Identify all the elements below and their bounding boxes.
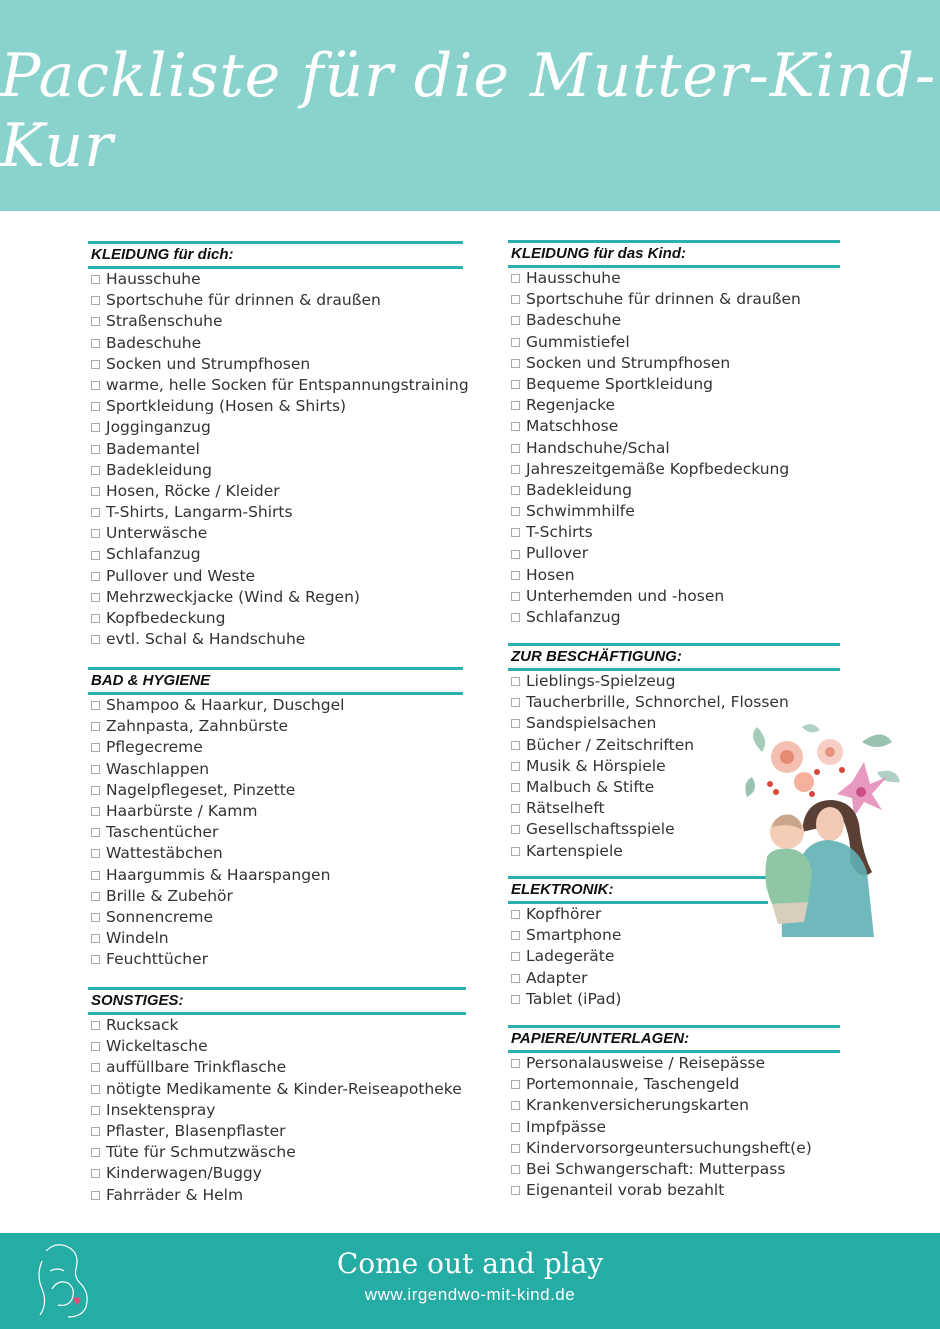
checklist-item[interactable] bbox=[508, 438, 840, 459]
checklist-item[interactable] bbox=[88, 780, 463, 801]
checklist-item[interactable] bbox=[508, 904, 768, 925]
checklist-item-label: Bei Schwangerschaft: Mutterpass bbox=[526, 1159, 786, 1178]
checklist-item[interactable] bbox=[88, 333, 463, 354]
checkbox-icon[interactable] bbox=[91, 828, 100, 837]
checklist-item-label: Schwimmhilfe bbox=[526, 502, 635, 521]
checkbox-icon[interactable] bbox=[511, 1101, 520, 1110]
checklist-item[interactable] bbox=[508, 1180, 840, 1201]
checklist-item[interactable] bbox=[508, 671, 840, 692]
checklist-item-label: Brille & Zubehör bbox=[106, 886, 233, 905]
checklist-item[interactable] bbox=[88, 695, 463, 716]
checkbox-icon[interactable] bbox=[511, 825, 520, 834]
checklist-item-label: Krankenversicherungskarten bbox=[526, 1096, 749, 1115]
checklist-item[interactable] bbox=[508, 416, 840, 437]
checklist-item[interactable] bbox=[508, 989, 768, 1010]
section-title: KLEIDUNG für dich: bbox=[88, 241, 463, 269]
checklist-item[interactable] bbox=[508, 1117, 840, 1138]
section-title: BAD & HYGIENE bbox=[88, 667, 463, 695]
page-title: Packliste für die Mutter-Kind-Kur bbox=[0, 40, 937, 181]
checklist-item[interactable] bbox=[508, 395, 840, 416]
checkbox-icon[interactable] bbox=[91, 445, 100, 454]
checklist-item-label: Unterhemden und -hosen bbox=[526, 586, 725, 605]
checkbox-icon[interactable] bbox=[91, 360, 100, 369]
checklist-item[interactable] bbox=[88, 865, 463, 886]
checklist-item[interactable] bbox=[88, 354, 463, 375]
checklist-item-label: Shampoo & Haarkur, Duschgel bbox=[106, 696, 345, 714]
checklist-item-label: Sandspielsachen bbox=[526, 714, 657, 733]
checklist-item[interactable] bbox=[88, 1121, 466, 1142]
checklist-item[interactable] bbox=[508, 501, 840, 522]
checklist-item-label: Straßenschuhe bbox=[106, 312, 223, 331]
checklist-item-label: Wickeltasche bbox=[106, 1037, 208, 1056]
section-bad-hygiene bbox=[88, 667, 463, 970]
checkbox-icon[interactable] bbox=[91, 1021, 100, 1030]
checklist-item-label: warme, helle Socken für Entspannungstraining bbox=[106, 375, 469, 394]
checkbox-icon[interactable] bbox=[91, 934, 100, 943]
checklist-item-label: Badekleidung bbox=[526, 480, 632, 499]
checkbox-icon[interactable] bbox=[91, 339, 100, 348]
checklist bbox=[508, 268, 840, 628]
checklist-item-label: Bücher / Zeitschriften bbox=[526, 735, 695, 754]
section-elektronik bbox=[508, 876, 768, 1010]
checklist-item-label: Sportschuhe für drinnen & draußen bbox=[106, 291, 381, 310]
checklist-item[interactable] bbox=[508, 1095, 840, 1116]
checklist-item[interactable] bbox=[508, 268, 840, 289]
checkbox-icon[interactable] bbox=[91, 892, 100, 901]
checklist-item[interactable] bbox=[88, 523, 463, 544]
checklist-item[interactable] bbox=[88, 1142, 466, 1163]
checkbox-icon[interactable] bbox=[511, 401, 520, 410]
checklist-item[interactable] bbox=[88, 544, 463, 565]
checklist-item[interactable] bbox=[508, 289, 840, 310]
checklist-item[interactable] bbox=[88, 417, 463, 438]
checklist-item-label: Adapter bbox=[526, 968, 588, 987]
checkbox-icon[interactable] bbox=[91, 275, 100, 284]
checklist-item-label: Mehrzweckjacke (Wind & Regen) bbox=[106, 587, 360, 606]
checklist-item-label: Gesellschaftsspiele bbox=[526, 820, 675, 839]
section-title: ZUR BESCHÄFTIGUNG: bbox=[508, 643, 840, 671]
checklist-item[interactable] bbox=[88, 801, 463, 822]
checklist-item-label: Gummistiefel bbox=[526, 332, 630, 351]
checklist-item-label: Sonnencreme bbox=[106, 907, 214, 926]
checklist-item[interactable] bbox=[508, 459, 840, 480]
footer-url[interactable]: www.irgendwo-mit-kind.de bbox=[364, 1285, 576, 1304]
section-title: PAPIERE/UNTERLAGEN: bbox=[508, 1025, 840, 1053]
checklist-item-label: Pullover bbox=[526, 544, 589, 563]
checklist-item[interactable] bbox=[88, 822, 463, 843]
checklist-item[interactable] bbox=[88, 396, 463, 417]
checklist-item-label: Malbuch & Stifte bbox=[526, 777, 655, 796]
checklist-item[interactable] bbox=[88, 737, 463, 758]
checklist-item[interactable] bbox=[508, 607, 840, 628]
checkbox-icon[interactable] bbox=[511, 719, 520, 728]
checklist-item-label: Bademantel bbox=[106, 439, 200, 458]
checkbox-icon[interactable] bbox=[91, 1191, 100, 1200]
checkbox-icon[interactable] bbox=[91, 786, 100, 795]
checkbox-icon[interactable] bbox=[511, 316, 520, 325]
checkbox-icon[interactable] bbox=[511, 741, 520, 750]
checkbox-icon[interactable] bbox=[511, 974, 520, 983]
section-title: KLEIDUNG für das Kind: bbox=[508, 240, 840, 268]
checklist-item[interactable] bbox=[508, 480, 840, 501]
checklist-item-label: Jahreszeitgemäße Kopfbedeckung bbox=[526, 459, 790, 478]
section-papiere bbox=[508, 1025, 840, 1201]
checklist-item[interactable] bbox=[508, 374, 840, 395]
checklist-item-label: Personalausweise / Reisepässe bbox=[526, 1054, 766, 1072]
checkbox-icon[interactable] bbox=[91, 423, 100, 432]
checkbox-icon[interactable] bbox=[511, 995, 520, 1004]
checklist-item-label: Hausschuhe bbox=[526, 269, 621, 287]
checklist-item-label: Smartphone bbox=[526, 926, 622, 945]
checklist-item-label: Badekleidung bbox=[106, 460, 212, 479]
checkbox-icon[interactable] bbox=[91, 955, 100, 964]
checklist-item[interactable] bbox=[508, 1053, 840, 1074]
checklist-item[interactable] bbox=[88, 1036, 466, 1057]
header-banner bbox=[0, 0, 940, 211]
checklist-item[interactable] bbox=[88, 481, 463, 502]
checklist-item-label: auffüllbare Trinkflasche bbox=[106, 1058, 287, 1077]
checklist-item[interactable] bbox=[88, 949, 463, 970]
checkbox-icon[interactable] bbox=[91, 765, 100, 774]
checkbox-icon[interactable] bbox=[91, 635, 100, 644]
checkbox-icon[interactable] bbox=[511, 274, 520, 283]
checklist-item-label: Lieblings-Spielzeug bbox=[526, 672, 676, 690]
checklist-item[interactable] bbox=[88, 1100, 466, 1121]
checkbox-icon[interactable] bbox=[91, 1063, 100, 1072]
checkbox-icon[interactable] bbox=[511, 550, 520, 559]
checklist-item[interactable] bbox=[88, 608, 463, 629]
checklist-item[interactable] bbox=[88, 928, 463, 949]
checkbox-icon[interactable] bbox=[91, 722, 100, 731]
checkbox-icon[interactable] bbox=[511, 380, 520, 389]
checkbox-icon[interactable] bbox=[511, 1144, 520, 1153]
checklist-item-label: Haargummis & Haarspangen bbox=[106, 865, 331, 884]
checklist-item-label: Rätselheft bbox=[526, 799, 605, 818]
section-title: SONSTIGES: bbox=[88, 987, 466, 1015]
checkbox-icon[interactable] bbox=[91, 466, 100, 475]
checklist-item-label: Haarbürste / Kamm bbox=[106, 801, 258, 820]
checkbox-icon[interactable] bbox=[511, 592, 520, 601]
checkbox-icon[interactable] bbox=[91, 701, 100, 710]
checkbox-icon[interactable] bbox=[91, 614, 100, 623]
checklist-item[interactable] bbox=[88, 460, 463, 481]
checklist-item-label: Socken und Strumpfhosen bbox=[526, 353, 731, 372]
checklist bbox=[88, 1015, 466, 1206]
checkbox-icon[interactable] bbox=[511, 762, 520, 771]
checkbox-icon[interactable] bbox=[91, 572, 100, 581]
checkbox-icon[interactable] bbox=[91, 317, 100, 326]
mother-child-flowers-icon bbox=[742, 722, 902, 942]
checklist-item-label: Hosen bbox=[526, 565, 575, 584]
footer-banner bbox=[0, 1233, 940, 1329]
checklist-item-label: Jogginganzug bbox=[106, 418, 211, 437]
checklist-item-label: T-Shirts, Langarm-Shirts bbox=[106, 503, 293, 522]
checkbox-icon[interactable] bbox=[91, 913, 100, 922]
checkbox-icon[interactable] bbox=[91, 1148, 100, 1157]
checklist-item-label: Kartenspiele bbox=[526, 841, 623, 860]
checkbox-icon[interactable] bbox=[511, 1165, 520, 1174]
checkbox-icon[interactable] bbox=[91, 508, 100, 517]
checklist-item-label: Ladegeräte bbox=[526, 947, 615, 966]
checkbox-icon[interactable] bbox=[511, 613, 520, 622]
checklist-item[interactable] bbox=[88, 1079, 466, 1100]
checklist-item-label: Hosen, Röcke / Kleider bbox=[106, 481, 280, 500]
checklist-item-label: Zahnpasta, Zahnbürste bbox=[106, 717, 289, 736]
checklist-item[interactable] bbox=[508, 968, 768, 989]
checklist bbox=[508, 904, 768, 1010]
checkbox-icon[interactable] bbox=[91, 1127, 100, 1136]
checklist-item[interactable] bbox=[88, 759, 463, 780]
checklist-item[interactable] bbox=[88, 629, 463, 650]
checkbox-icon[interactable] bbox=[91, 1042, 100, 1051]
checkbox-icon[interactable] bbox=[511, 359, 520, 368]
checkbox-icon[interactable] bbox=[511, 910, 520, 919]
checklist-item-label: Taschentücher bbox=[106, 823, 219, 842]
section-sonstiges bbox=[88, 987, 466, 1206]
checklist-item[interactable] bbox=[508, 1074, 840, 1095]
checklist-item-label: Schlafanzug bbox=[106, 545, 201, 564]
checkbox-icon[interactable] bbox=[91, 1085, 100, 1094]
checklist-item-label: Tüte für Schmutzwäsche bbox=[106, 1143, 296, 1162]
section-kleidung-dich bbox=[88, 241, 469, 650]
checkbox-icon[interactable] bbox=[511, 804, 520, 813]
checklist-item[interactable] bbox=[508, 353, 840, 374]
checkbox-icon[interactable] bbox=[91, 381, 100, 390]
checkbox-icon[interactable] bbox=[511, 338, 520, 347]
checklist-item-label: Kindervorsorgeuntersuchungsheft(e) bbox=[526, 1138, 812, 1157]
checklist-item[interactable] bbox=[508, 1138, 840, 1159]
checklist-item-label: Pullover und Weste bbox=[106, 566, 256, 585]
checklist-item[interactable] bbox=[88, 843, 463, 864]
checklist-item[interactable] bbox=[88, 439, 463, 460]
checklist-item-label: Regenjacke bbox=[526, 396, 616, 415]
checklist-item-label: Pflaster, Blasenpflaster bbox=[106, 1121, 286, 1140]
checklist-item-label: Nagelpflegeset, Pinzette bbox=[106, 780, 296, 799]
checklist-item-label: nötigte Medikamente & Kinder-Reiseapotheke bbox=[106, 1079, 462, 1098]
checkbox-icon[interactable] bbox=[511, 571, 520, 580]
checkbox-icon[interactable] bbox=[511, 1186, 520, 1195]
checklist bbox=[88, 269, 469, 650]
checkbox-icon[interactable] bbox=[91, 487, 100, 496]
checklist-item-label: Taucherbrille, Schnorchel, Flossen bbox=[526, 693, 789, 712]
checkbox-icon[interactable] bbox=[91, 849, 100, 858]
checkbox-icon[interactable] bbox=[511, 507, 520, 516]
checklist bbox=[508, 1053, 840, 1201]
checklist-item[interactable] bbox=[508, 1159, 840, 1180]
checkbox-icon[interactable] bbox=[511, 1059, 520, 1068]
checklist-item[interactable] bbox=[88, 1185, 466, 1206]
checklist-item-label: Badeschuhe bbox=[106, 333, 202, 352]
checklist-item[interactable] bbox=[508, 586, 840, 607]
checkbox-icon[interactable] bbox=[91, 402, 100, 411]
section-title: ELEKTRONIK: bbox=[508, 876, 768, 904]
checklist-item[interactable] bbox=[508, 310, 840, 331]
checkbox-icon[interactable] bbox=[511, 444, 520, 453]
checkbox-icon[interactable] bbox=[91, 529, 100, 538]
checklist-item-label: evtl. Schal & Handschuhe bbox=[106, 630, 306, 649]
checklist-item-label: Handschuhe/Schal bbox=[526, 438, 670, 457]
checkbox-icon[interactable] bbox=[511, 465, 520, 474]
checkbox-icon[interactable] bbox=[511, 931, 520, 940]
checklist-item-label: Kinderwagen/Buggy bbox=[106, 1164, 262, 1183]
checklist-item-label: Rucksack bbox=[106, 1016, 179, 1034]
checklist-item[interactable] bbox=[508, 332, 840, 353]
checklist-item[interactable] bbox=[88, 1015, 466, 1036]
checklist bbox=[88, 695, 463, 970]
checklist-item-label: Impfpässe bbox=[526, 1117, 606, 1136]
checkbox-icon[interactable] bbox=[91, 1169, 100, 1178]
checklist-item-label: Kopfhörer bbox=[526, 905, 602, 923]
checklist-item[interactable] bbox=[508, 925, 768, 946]
checkbox-icon[interactable] bbox=[91, 807, 100, 816]
checklist-item-label: Waschlappen bbox=[106, 759, 210, 778]
checklist-item[interactable] bbox=[88, 375, 469, 396]
checklist-item[interactable] bbox=[508, 522, 840, 543]
checklist-item-label: Tablet (iPad) bbox=[526, 989, 622, 1008]
checklist-item[interactable] bbox=[88, 886, 463, 907]
checklist-item-label: Windeln bbox=[106, 929, 169, 948]
checklist-item[interactable] bbox=[88, 907, 463, 928]
checkbox-icon[interactable] bbox=[511, 952, 520, 961]
section-kleidung-kind bbox=[508, 240, 840, 628]
checkbox-icon[interactable] bbox=[511, 1080, 520, 1089]
checklist-item[interactable] bbox=[88, 716, 463, 737]
checklist-item[interactable] bbox=[88, 1057, 466, 1078]
checkbox-icon[interactable] bbox=[91, 743, 100, 752]
checklist-item-label: Sportkleidung (Hosen & Shirts) bbox=[106, 397, 347, 416]
checklist-item-label: Kopfbedeckung bbox=[106, 609, 226, 627]
checkbox-icon[interactable] bbox=[91, 296, 100, 305]
checkbox-icon[interactable] bbox=[511, 698, 520, 707]
checklist-item-label: Portemonnaie, Taschengeld bbox=[526, 1075, 740, 1094]
checklist-item[interactable] bbox=[88, 566, 463, 587]
checklist-item[interactable] bbox=[508, 565, 840, 586]
checklist-item-label: Badeschuhe bbox=[526, 311, 622, 330]
checklist-item-label: Musik & Hörspiele bbox=[526, 756, 666, 775]
checklist-item-label: Eigenanteil vorab bezahlt bbox=[526, 1181, 725, 1200]
checkbox-icon[interactable] bbox=[511, 677, 520, 686]
checklist-item-label: Bequeme Sportkleidung bbox=[526, 374, 713, 393]
checkbox-icon[interactable] bbox=[91, 593, 100, 602]
checkbox-icon[interactable] bbox=[511, 422, 520, 431]
checklist-item-label: T-Schirts bbox=[526, 523, 593, 542]
checklist-item[interactable] bbox=[508, 543, 840, 564]
checklist-item-label: Schlafanzug bbox=[526, 608, 621, 626]
checklist-item-label: Socken und Strumpfhosen bbox=[106, 354, 311, 373]
checklist-item-label: Feuchttücher bbox=[106, 950, 209, 969]
checkbox-icon[interactable] bbox=[511, 847, 520, 856]
checklist-item-label: Hausschuhe bbox=[106, 270, 201, 288]
checkbox-icon[interactable] bbox=[511, 528, 520, 537]
checklist-item[interactable] bbox=[88, 1163, 466, 1184]
checkbox-icon[interactable] bbox=[511, 783, 520, 792]
checklist-item-label: Insektenspray bbox=[106, 1100, 216, 1119]
checkbox-icon[interactable] bbox=[91, 1106, 100, 1115]
checklist-item[interactable] bbox=[88, 269, 463, 290]
checklist-item[interactable] bbox=[88, 502, 463, 523]
checklist-item[interactable] bbox=[88, 587, 463, 608]
checkbox-icon[interactable] bbox=[511, 295, 520, 304]
checkbox-icon[interactable] bbox=[511, 1123, 520, 1132]
checklist-item-label: Fahrräder & Helm bbox=[106, 1185, 244, 1204]
checkbox-icon[interactable] bbox=[511, 486, 520, 495]
checklist-item-label: Unterwäsche bbox=[106, 524, 208, 543]
checklist-item-label: Matschhose bbox=[526, 417, 619, 436]
checklist-item-label: Pflegecreme bbox=[106, 738, 203, 757]
checklist-item-label: Sportschuhe für drinnen & draußen bbox=[526, 290, 801, 309]
checklist-item-label: Wattestäbchen bbox=[106, 844, 223, 863]
checkbox-icon[interactable] bbox=[91, 871, 100, 880]
checklist-item[interactable] bbox=[508, 946, 768, 967]
checkbox-icon[interactable] bbox=[91, 551, 100, 560]
checklist-item[interactable] bbox=[88, 290, 463, 311]
checklist-item[interactable] bbox=[508, 692, 840, 713]
footer-slogan: Come out and play bbox=[336, 1247, 604, 1280]
checklist-item[interactable] bbox=[88, 311, 463, 332]
